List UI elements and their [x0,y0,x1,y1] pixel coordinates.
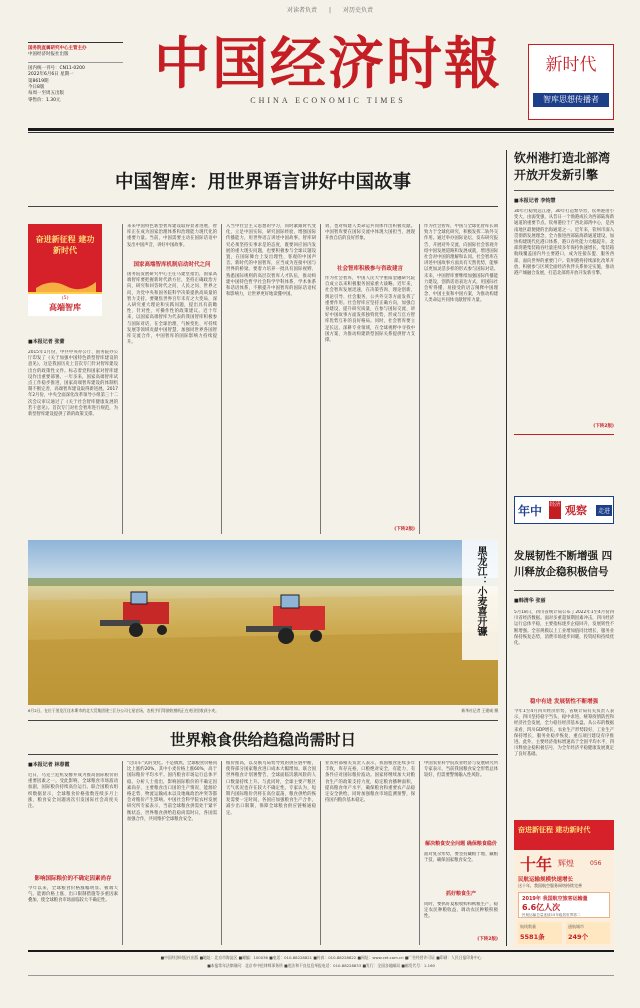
photo-credit: 新华社记者 王建威 摄 [461,708,498,713]
right-top-jump: (下转2版) [593,424,614,429]
right-column-rule [506,150,507,946]
footer-line-1: ■中国经济时报社出版 ■地址：北京市海淀区 ■邮编：100036 ■电话：010-88228821 ■传真：010-88228822 ■网址：www.cet.com.cn ■广告经营许可证 ■印刷：人民日报印务中心 [160,955,482,960]
lower-jump: (下转2版) [477,937,498,942]
info-line-2: 中国经济时报社出版 [28,52,69,58]
right-mid-headline: 发展韧性不断增强 四川释放企稳积极信号 [514,550,613,578]
lower-body-1: 近日，乌克兰危机发酵并成为推高国际粮价的重要因素之一。受此影响，全球粮食市场波动加剧，国际粮价持续高位运行。联合国粮农组织数据显示，全球粮食价格指数连续多月上涨，粮食安全问题再次引发国际社会高度关注。 [28,773,118,810]
lower-top-rule [28,720,498,721]
lead-body-7: 作为社会智库，中国与全球化智库长期致力于全球化研究，积极发挥二轨外交作用。通过举办国际论坛、发布研究报告、开展对外交流，向国际社会客观介绍中国发展道路和发展成就，增进国际社会对中国的理解和认同。社会智库在讲述中国故事方面具有天然优势，能够以更加灵活多样的形式参与国际对话。未来，中国智库要继续加强国际传播能力建设，创新话语表达方式，用国际社会听得懂、易接受的语言阐释中国理念、中国主张和中国方案，为推动构建人类命运共同体贡献智库力量。 [424,224,498,304]
lower-subhead-3: 抓好粮食生产 [445,891,476,897]
right-top-rule [514,190,614,191]
ad-stat3-label: 通航城市 [568,924,584,929]
lower-body-6: 中国农业科学院农业经济与发展研究所专家表示，当前我国粮食安全形势总体较好，但需要警惕输入性风险。 [424,761,498,779]
info-line-4: 2022年6月6日 星期一 [28,72,74,78]
col-rule-4 [419,224,420,534]
right-top-headline: 钦州港打造北部湾开放开发新引擎 [514,151,611,182]
lower-col-rule-4 [419,761,420,945]
ad-stat-box [518,892,610,918]
ad-hero-line-1: 民航运输规模快速增长 [518,877,574,883]
achievement-ad [514,820,614,948]
right-mid-body-2: 今年1至4月四川经济形势，省统计局有关负责人表示，四川坚持稳字当头、稳中求进，统筹疫情防控和经济社会发展，全力稳住经济基本盘。从公布的数据来看，四川GDP增长，农业生产形势较好，工业生产保持增长，服务业稳步恢复，重点项目建设有序推进。此外，主要经济指标增速高于全国平均水平，四川释放企稳积极信号，为全年经济平稳健康发展奠定了良好基础。 [514,709,614,758]
ad-stat3-value: 249个 [568,933,589,941]
right-mid-body-1: 5月18日，四川省统计局公布了2022年1至4月份四川省经济数据。面对多重超预期因素冲击，四川经济运行总体平稳，主要指标逐步企稳回升，发展韧性不断增强。全省规模以上工业增加值同比增长，服务业保持恢复态势，消费市场逐步回暖，投资结构持续优化。 [514,610,614,647]
ad-stat-note: 民航运输总量连续15年稳居世界第二 [522,913,581,917]
lead-headline: 中国智库：用世界语言讲好中国故事 [114,172,411,193]
ad-title-small: 辉煌 [558,859,574,868]
harvest-scene-icon [28,540,498,705]
ad-stat-year: 2019年 [522,896,541,902]
lead-body-1: 2015年1月份，中共中央办公厅、国务院办公厅印发了《关于加强中国特色新型智库建设的意见》，这是我国历史上首次专门针对智库建设出台的政策性文件。标志着党和国家对智库建设作出重要部署。一年多来，国家高端智库试点工作稳步推进，国家高端智库建设的体制机制不断完善，高端智库建设取得新进展。2017年2月份，中央全面深化改革领导小组第三十二次会议审议通过了《关于社会智库健康发展的若干意见》。首次专门对社会智库进行规范，为新型智库建设提供了新的政策支撑。 [28,350,118,418]
masthead-info [28,42,123,120]
masthead-title-block [148,28,508,108]
right-top-body: 30年行稳致远江港，30年打造繁华营，钦州港由小变大，由弱变强，从昔日一个渔港成长为西部陆海新通道的重要节点。钦州港位于广西北部湾中心，是西南地区最便捷的出海通道之一。近年来，钦州市深入贯彻新发展理念，全力推进西部陆海新通道建设，加快构建现代化港口体系，港口吞吐能力大幅提升。北部湾港集装箱吞吐量连续多年保持快速增长，集装箱航线覆盖国内外主要港口，成为连接东盟、服务西部、面向世界的重要门户。钦州港将持续深化改革开放，积极参与区域全面经济伙伴关系协定实施，推动港产城融合发展，打造北部湾开放开发新引擎。 [514,209,614,277]
info-line-6: 今日8版 [28,85,45,91]
ad-stat2-label: 航线数量 [520,924,536,929]
lower-rule [28,754,498,755]
lead-body-5: 效，也对构建人类命运共同体作出积极贡献。中国智库要在国际交流中体现大国担当，展现开放自信的良好形象。 [325,224,415,242]
col-rule-2 [221,224,222,534]
lower-body-2: 今年以来，全球粮食价格涨幅明显。极端天气、能源价格上涨、出口限制措施等多重因素叠加，使全球粮食市场面临较大不确定性。 [28,886,118,904]
lower-col-rule-1 [122,761,123,945]
footer-bottom-rule [28,975,614,976]
masthead-rule [28,128,614,131]
lead-image-number: (5) [61,295,69,301]
photo-caption: 6月2日，在位于黑龙江佳木斯市的北大荒集团建三江分公司七星农场，农机手们驾驶收割机正在麦田里收获小麦。 [28,708,219,713]
observation-right: 观察 [565,504,587,517]
photo-vertical-caption-box [462,540,498,660]
info-line-3: 国内统一刊号：CN11-0200 [28,65,85,71]
right-mid-rule [514,590,614,591]
ad-stat-2 [518,922,562,944]
top-tag-right: 对历史负责 [342,7,373,14]
lower-body-8: 同时，要抓好夏粮收购和秋粮生产，稳定农民种粮收益，调动农民种粮积极性。 [424,902,498,920]
lower-byline: ■本报记者 林春霞 [28,762,70,768]
lower-body-7: 面对复杂形势，要坚持藏粮于地、藏粮于技，确保国家粮食安全。 [424,852,498,864]
lead-subhead: 国家高端智库机制启动时代之问 [133,262,211,268]
ad-number: 056 [590,860,602,867]
ad-stat-label: 我国航空旅客运输量 [542,896,588,902]
col-rule-1 [122,224,123,534]
info-line-8: 零售价：1.30元 [28,97,61,103]
ad-hero-line-2: 这十年，我国航空服务网络持续完善 [518,883,582,888]
badge-title: 新时代 [545,55,597,75]
new-era-badge [528,44,614,120]
observation-banner [514,496,614,524]
lower-col-rule-3 [320,761,321,945]
footer-line-2: ■本报常年法律顾问：北京市中伦律师事务所 ■违法和不良信息举报电话：010-88228833 ■发行：全国各地邮局 ■邮发代号：1-160 [207,963,435,968]
lead-image [28,224,102,316]
ad-stat-3 [566,922,610,944]
lead-body-3: 国务院发展研究中心主任马建堂指出，国家高端智库要把握新时代新方位，坚持正确政治方向，研究和回答时代之问、人民之问、世界之问，为党中央和国务院科学决策提供高质量的智力支持。要聚焦世界百年未有之大变局，深入研究重大理论和实践问题，提出具有前瞻性、针对性、可操作性的政策建议。近十年来，以国家高端智库为代表的我国智库积极参与国际对话，在全球治理、气候变化、可持续发展等领域贡献中国智慧，加强同世界各国智库交流合作，中国智库的国际影响力持续提升。 [127,272,217,346]
lead-subhead-2: 社会智库积极参与咨政建言 [336,266,403,272]
ad-top-banner: 奋进新征程 建功新时代 [514,820,614,850]
info-line-7: 每周一至周五出版 [28,91,64,97]
footer-rule [28,950,614,952]
lead-rule [28,206,498,207]
lead-body-6: 作为社会智库，中国人民大学重阳金融研究院自成立以来积极服务国家重大战略。近年来，社会智库发展迅速，在决策咨询、理论创新、舆论引导、社会服务、公共外交等方面发挥了重要作用。社会智库应坚持正确方向，加强自身建设，提升研究质量，在参与国际交流、讲好中国故事方面发挥独特优势，形成与官方智库优势互补的良好格局。同时，社会智库要立足长远，深耕专业领域，在全球视野中寻找中国方案，为推动构建新型国际关系提供智力支撑。 [325,276,415,344]
masthead-rule-thin [28,132,614,133]
masthead-title-en: CHINA ECONOMIC TIMES [250,96,406,105]
info-line-1: 国务院直属研究中心主管主办 [28,46,87,51]
ad-title-big: 十年 [520,855,553,874]
lower-col-rule-2 [221,761,222,945]
lower-body-3: "过山车"式的变化。不是偶然。全球粮食价格同比上涨约20%，其中小麦价格上涨60%，高于国际粮价平均水平。国内粮食市场运行总体平稳。分析人士指出，影响国际粮价的不确定因素尚存，主要粮食出口国的生产情况、能源价格走势、物流运输成本以及地缘政治冲突等都会对粮价产生影响。中国社会科学院农村发展研究所专家表示，当前全球粮食供需处于紧平衡状态，世界粮食供给趋稳尚需时日，各国需加强合作，共同维护全球粮食安全。 [127,761,217,822]
observation-middle: 经济 [549,501,561,519]
badge-subtitle: 智库思想传播者 [533,93,609,107]
photo-vertical-caption: 黑龙江：小麦喜开镰 [475,546,486,636]
right-mid-subhead: 稳中有进 发展韧性不断增强 [530,699,598,705]
lead-body-2: 来来中国特色新型智库建设取得显著进展，智库正在成为国家治理体系和治理能力现代化的重要力量。当前，中国需要主动在国际话语中发出中国声音，讲好中国故事。 [127,224,217,248]
right-top-end-rule [514,434,614,435]
info-line-5: 第8619期 [28,78,49,84]
lead-jump: (下转2版) [394,527,415,532]
masthead-title: 中国经济时報 [154,31,502,97]
ad-stat2-value: 5581条 [520,933,545,941]
observation-left: 年中 [518,504,543,518]
lead-image-label: 高端智库 [49,303,81,312]
lead-body-4: 入当中社会主义思想的学习，同时紧跟时代变化，立足中国实际，研究国际经验，增强国际传播能力，用世界语言讲述中国故事。智库研究必须坚持实事求是的态度，既要回应国内发展的重大现实问题，也要积极参与全球议题设置，在国际舞台上发出理性、客观的中国声音。新时代的中国智库，应当成为连接中国与世界的桥梁。要着力培养一批具有国际视野、熟悉国际规则的高层次智库人才队伍，推动构建中国特色哲学社会科学学科体系、学术体系和话语体系，不断提升中国智库的国际话语权和影响力，让世界更好地读懂中国。 [226,224,316,298]
lead-image-banner: 奋进新征程 建功新时代 [35,235,95,255]
lower-subhead: 影响国际粮价的不确定因素尚存 [34,876,112,882]
top-tag-left: 对读者负责 [287,7,318,14]
right-top-byline: ■本报记者 李钧慧 [514,198,556,204]
observation-pill: 走进 [596,505,612,516]
lower-body-5: 业农村部相关负责人表示，我国粮食连续多年丰收，库存充裕，口粮绝对安全，有能力、有条件应对国际粮价波动。国家将继续加大对粮食生产的政策支持力度，稳定粮食播种面积，提高粮食单产水平，确保粮食和重要农产品稳定安全供给。同时加强粮食市场监测预警，保持国内粮价基本稳定。 [325,761,415,804]
lower-headline: 世界粮食供给趋稳尚需时日 [169,731,356,749]
ad-stat-value: 6.6亿人次 [522,903,561,912]
lower-subhead-2: 解决粮食安全问题 确保粮食稳价 [425,841,497,847]
harvest-photo [28,540,498,705]
right-mid-byline: ■韩清华 张丽 [514,598,546,604]
col-rule-3 [320,224,321,534]
lower-body-4: 粮价推高，以及俄乌局势导致的供应链中断，使得部分国家粮食进口成本大幅增加。联合国世界粮食计划署警告，全球面临饥饿风险的人口数量持续上升。与此同时，全球主要产粮区天气状况也存在较大不确定性。专家认为，短期内国际粮价仍将在高位震荡，粮食供给的恢复需要一定时间，各国应加强粮食生产合作，减少出口限制，保障全球粮食供应链畅通稳定。 [226,761,316,816]
top-slogans: 对读者负责 | 对历史负责 [287,7,373,14]
lead-byline: ■本报记者 张蕾 [28,339,65,345]
